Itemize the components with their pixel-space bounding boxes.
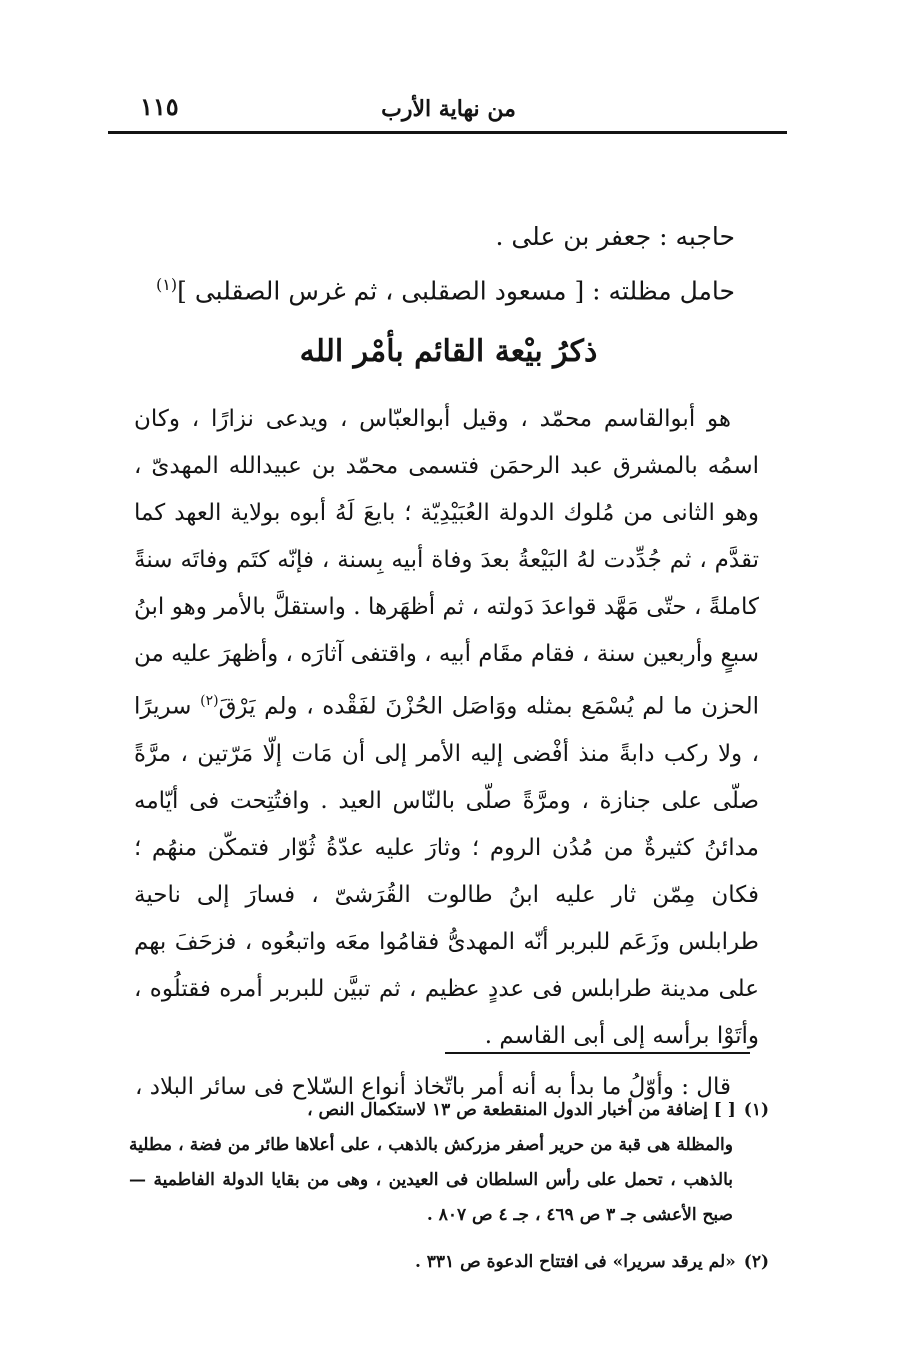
footnote-ref-2: (٢): [200, 693, 219, 709]
header-rule: [108, 131, 787, 134]
canopy-bearer-line: [156, 275, 735, 305]
body-text: [134, 396, 759, 1111]
body-paragraph: قال : وأوّلُ ما بدأ به أنه أمر باتّخاذ أنواع السّلاح فى سائر البلاد ،: [134, 1073, 731, 1100]
running-title: من نهاية الأرب: [381, 96, 516, 122]
footnote-text: [ ] إضافة من أخبار الدول المنقطعة ص ١٣ لاستكمال النص ،: [307, 1100, 736, 1120]
running-header: [110, 92, 787, 132]
body-paragraph-part: سريرًا ، ولا ركب دابةً منذ أفْضى إليه الأمر إلى أن مَات إلّا مَرّتين ، مرَّةً صلّى على جنازة ، ومرَّةً صلّى بالنّاس العيد . وافتُتِحت فى أيّامه مدائنُ كثيرةٌ من مُدُن الروم ؛ وثارَ عليه عدّةُ ثُوّار فتمكّن منهُم ؛ فكان مِمّن ثار عليه ابنُ طالوت القُرَشىّ ، فسارَ إلى ناحية طرابلس وزَعَم للبربر أنّه المهدىُّ فقامُوا معَه واتبعُوه ، فزحَفَ بهم على مدينة طرابلس فى عددٍ عظيم ، ثم تبيَّن للبربر أمره فقتلُوه ، وأتَوْا برأسه إلى أبى القاسم .: [134, 693, 759, 1049]
footnote-text: «لم يرقد سريرا» فى افتتاح الدعوة ص ٣٣١ .: [414, 1252, 736, 1272]
chamberlain-line: حاجبه : جعفر بن على .: [495, 222, 735, 251]
footnote-1-continuation: والمظلة هى قبة من حرير أصفر مزركش بالذهب ، على أعلاها طائر من فضة ، مطلية بالذهب ، تحمل على رأس السلطان فى العيدين ، وهى من بقايا الدولة الفاطمية — صبح الأعشى جـ ٣ ص ٤٦٩ ، جـ ٤ ص ٨٠٧ .: [129, 1135, 733, 1225]
footnote-ref-1: (١): [156, 275, 178, 294]
footnotes: [129, 1093, 769, 1280]
footnote-1: [129, 1093, 769, 1128]
body-paragraph-part: هو أبوالقاسم محمّد ، وقيل أبوالعبّاس ، ويدعى نزارًا ، وكان اسمُه بالمشرق عبد الرحمَن فتسمى محمّد بن عبيدالله المهدىّ ، وهو الثانى من مُلوك الدولة العُبَيْدِيّة ؛ بايعَ لَهُ أبوه بولاية العهد كما تقدَّم ، ثم جُدِّدت لهُ البَيْعةُ بعدَ وفاة أبيه بِسنة ، فإنّه كتَم وفاتَه سنةً كاملةً ، حتّى مَهَّد قواعدَ دَولته ، ثم أظهَرها . واستقلَّ بالأمر وهو ابنُ سبعٍ وأربعين سنة ، فقام مقَام أبيه ، واقتفى آثارَه ، وأظهرَ عليه من الحزن ما لم يُسْمَع بمثله ووَاصَل الحُزْنَ لفَقْده ، ولم يَرْقَ: [134, 406, 759, 720]
footnote-mark: (١): [743, 1100, 769, 1120]
footnote-2: [129, 1245, 769, 1280]
footnote-rule: [445, 1052, 750, 1054]
footnote-mark: (٢): [743, 1252, 769, 1272]
page-number: ١١٥: [140, 92, 179, 121]
section-heading: ذكرُ بيْعة القائم بأمْر الله: [299, 334, 598, 369]
canopy-bearer-text: حامل مظلته : [ مسعود الصقلبى ، ثم غرس الصقلبى ]: [177, 276, 735, 306]
body-paragraph: [134, 396, 759, 1060]
